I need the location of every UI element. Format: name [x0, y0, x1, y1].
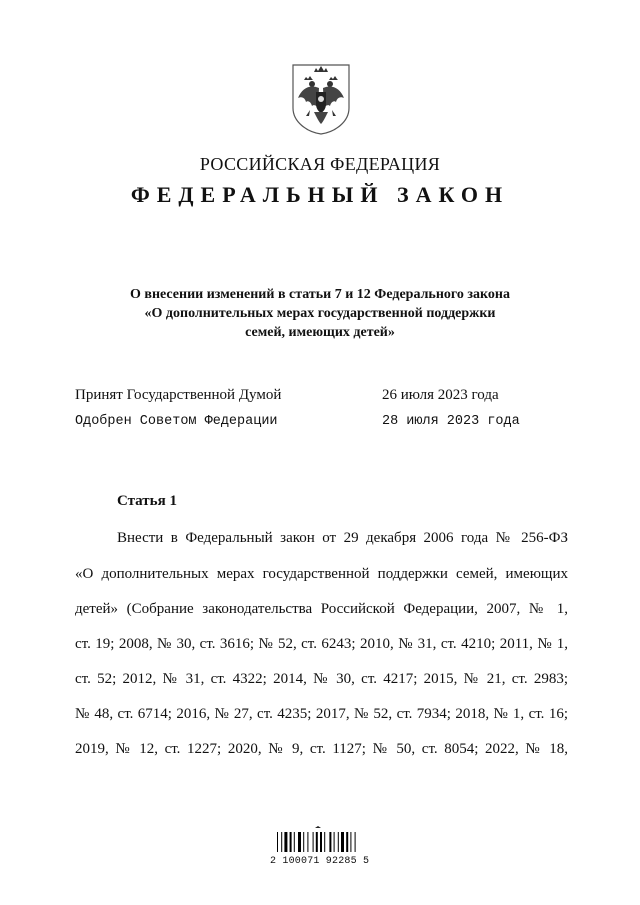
approval-label-council: Одобрен Советом Федерации [75, 414, 278, 429]
law-title-line: «О дополнительных мерах государственной поддержки [144, 306, 496, 321]
barcode-icon [275, 826, 365, 852]
country-name: РОССИЙСКАЯ ФЕДЕРАЦИЯ [199, 154, 441, 174]
law-title-line: семей, имеющих детей» [245, 325, 395, 340]
article-text-line: 2019, № 12, ст. 1227; 2020, № 9, ст. 1127; № 50, ст. 8054; 2022, № 18, [75, 741, 568, 757]
law-title-line: О внесении изменений в статьи 7 и 12 Федерального закона [130, 287, 510, 302]
article-text-line: ст. 52; 2012, № 31, ст. 4322; 2014, № 30, ст. 4217; 2015, № 21, ст. 2983; [75, 671, 568, 687]
adoption-date-duma: 26 июля 2023 года [382, 387, 499, 403]
coat-of-arms-icon [290, 62, 352, 136]
article-text-line: ст. 19; 2008, № 30, ст. 3616; № 52, ст. 6243; 2010, № 31, ст. 4210; 2011, № 1, [75, 636, 568, 652]
article-heading: Статья 1 [117, 493, 177, 509]
article-text-line: «О дополнительных мерах государственной поддержки семей, имеющих [75, 566, 568, 582]
law-title [0, 285, 640, 342]
approval-date-council: 28 июля 2023 года [382, 414, 520, 429]
article-text-line: № 48, ст. 6714; 2016, № 27, ст. 4235; 2017, № 52, ст. 7934; 2018, № 1, ст. 16; [75, 706, 568, 722]
article-text-line: детей» (Собрание законодательства Российской Федерации, 2007, № 1, [75, 601, 568, 617]
article-text-line: Внести в Федеральный закон от 29 декабря 2006 года № 256-ФЗ [117, 530, 568, 546]
barcode-number: 2 100071 92285 5 [270, 856, 370, 867]
adoption-label-duma: Принят Государственной Думой [75, 387, 282, 403]
document-type: ФЕДЕРАЛЬНЫЙ ЗАКОН [130, 182, 510, 207]
